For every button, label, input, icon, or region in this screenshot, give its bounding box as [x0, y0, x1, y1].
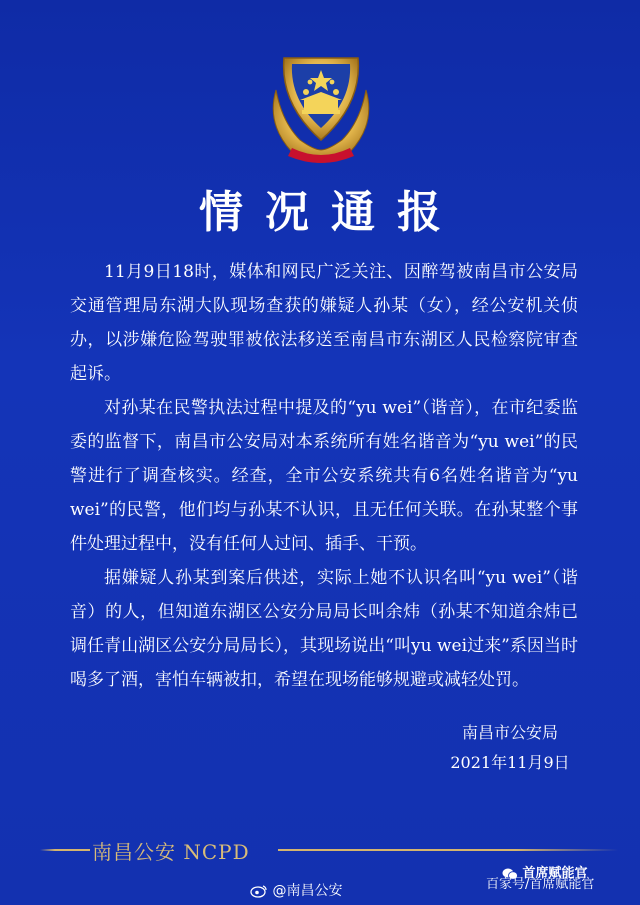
weibo-icon	[250, 884, 268, 898]
signature-date: 2021年11月9日	[450, 753, 570, 772]
weibo-watermark-text: @南昌公安	[272, 883, 343, 899]
notice-title: 情况通报	[199, 187, 463, 238]
baijiahao-watermark: 百家号/首席赋能官	[486, 877, 595, 892]
paragraph-2: 对孙某在民警执法过程中提及的“yu wei”（谐音），在市纪委监委的监督下，南昌市公安局对本系统所有姓名谐音为“yu wei”的民警进行了调查核实。经查，全市公安系统共有6名姓名谐音为“yu wei”的民警，他们均与孙某不认识，且无任何关联。在孙某整个事件处理过程中，没有任何人过问、插手、干预。	[70, 398, 578, 554]
police-emblem-icon	[262, 44, 380, 168]
signature-organization: 南昌市公安局	[461, 723, 558, 742]
paragraph-3: 据嫌疑人孙某到案后供述，实际上她不认识名叫“yu wei”（谐音）的人，但知道东湖区公安分局局长叫余炜（孙某不知道余炜已调任青山湖区公安分局局长），其现场说出“叫yu wei过来”系因当时喝多了酒，害怕车辆被扣，希望在现场能够规避或减轻处罚。	[70, 568, 578, 690]
paragraph-1: 11月9日18时，媒体和网民广泛关注、因醉驾被南昌市公安局交通管理局东湖大队现场查获的嫌疑人孙某（女），经公安机关侦办，以涉嫌危险驾驶罪被依法移送至南昌市东湖区人民检察院审查起诉。	[70, 262, 578, 384]
footer-divider-left	[40, 849, 90, 851]
wechat-watermark-text: 首席赋能官	[522, 866, 588, 881]
notice-body	[70, 255, 578, 697]
weibo-watermark	[250, 880, 342, 900]
footer-divider-right	[278, 849, 618, 851]
footer-brand: 南昌公安 NCPD	[92, 840, 250, 864]
